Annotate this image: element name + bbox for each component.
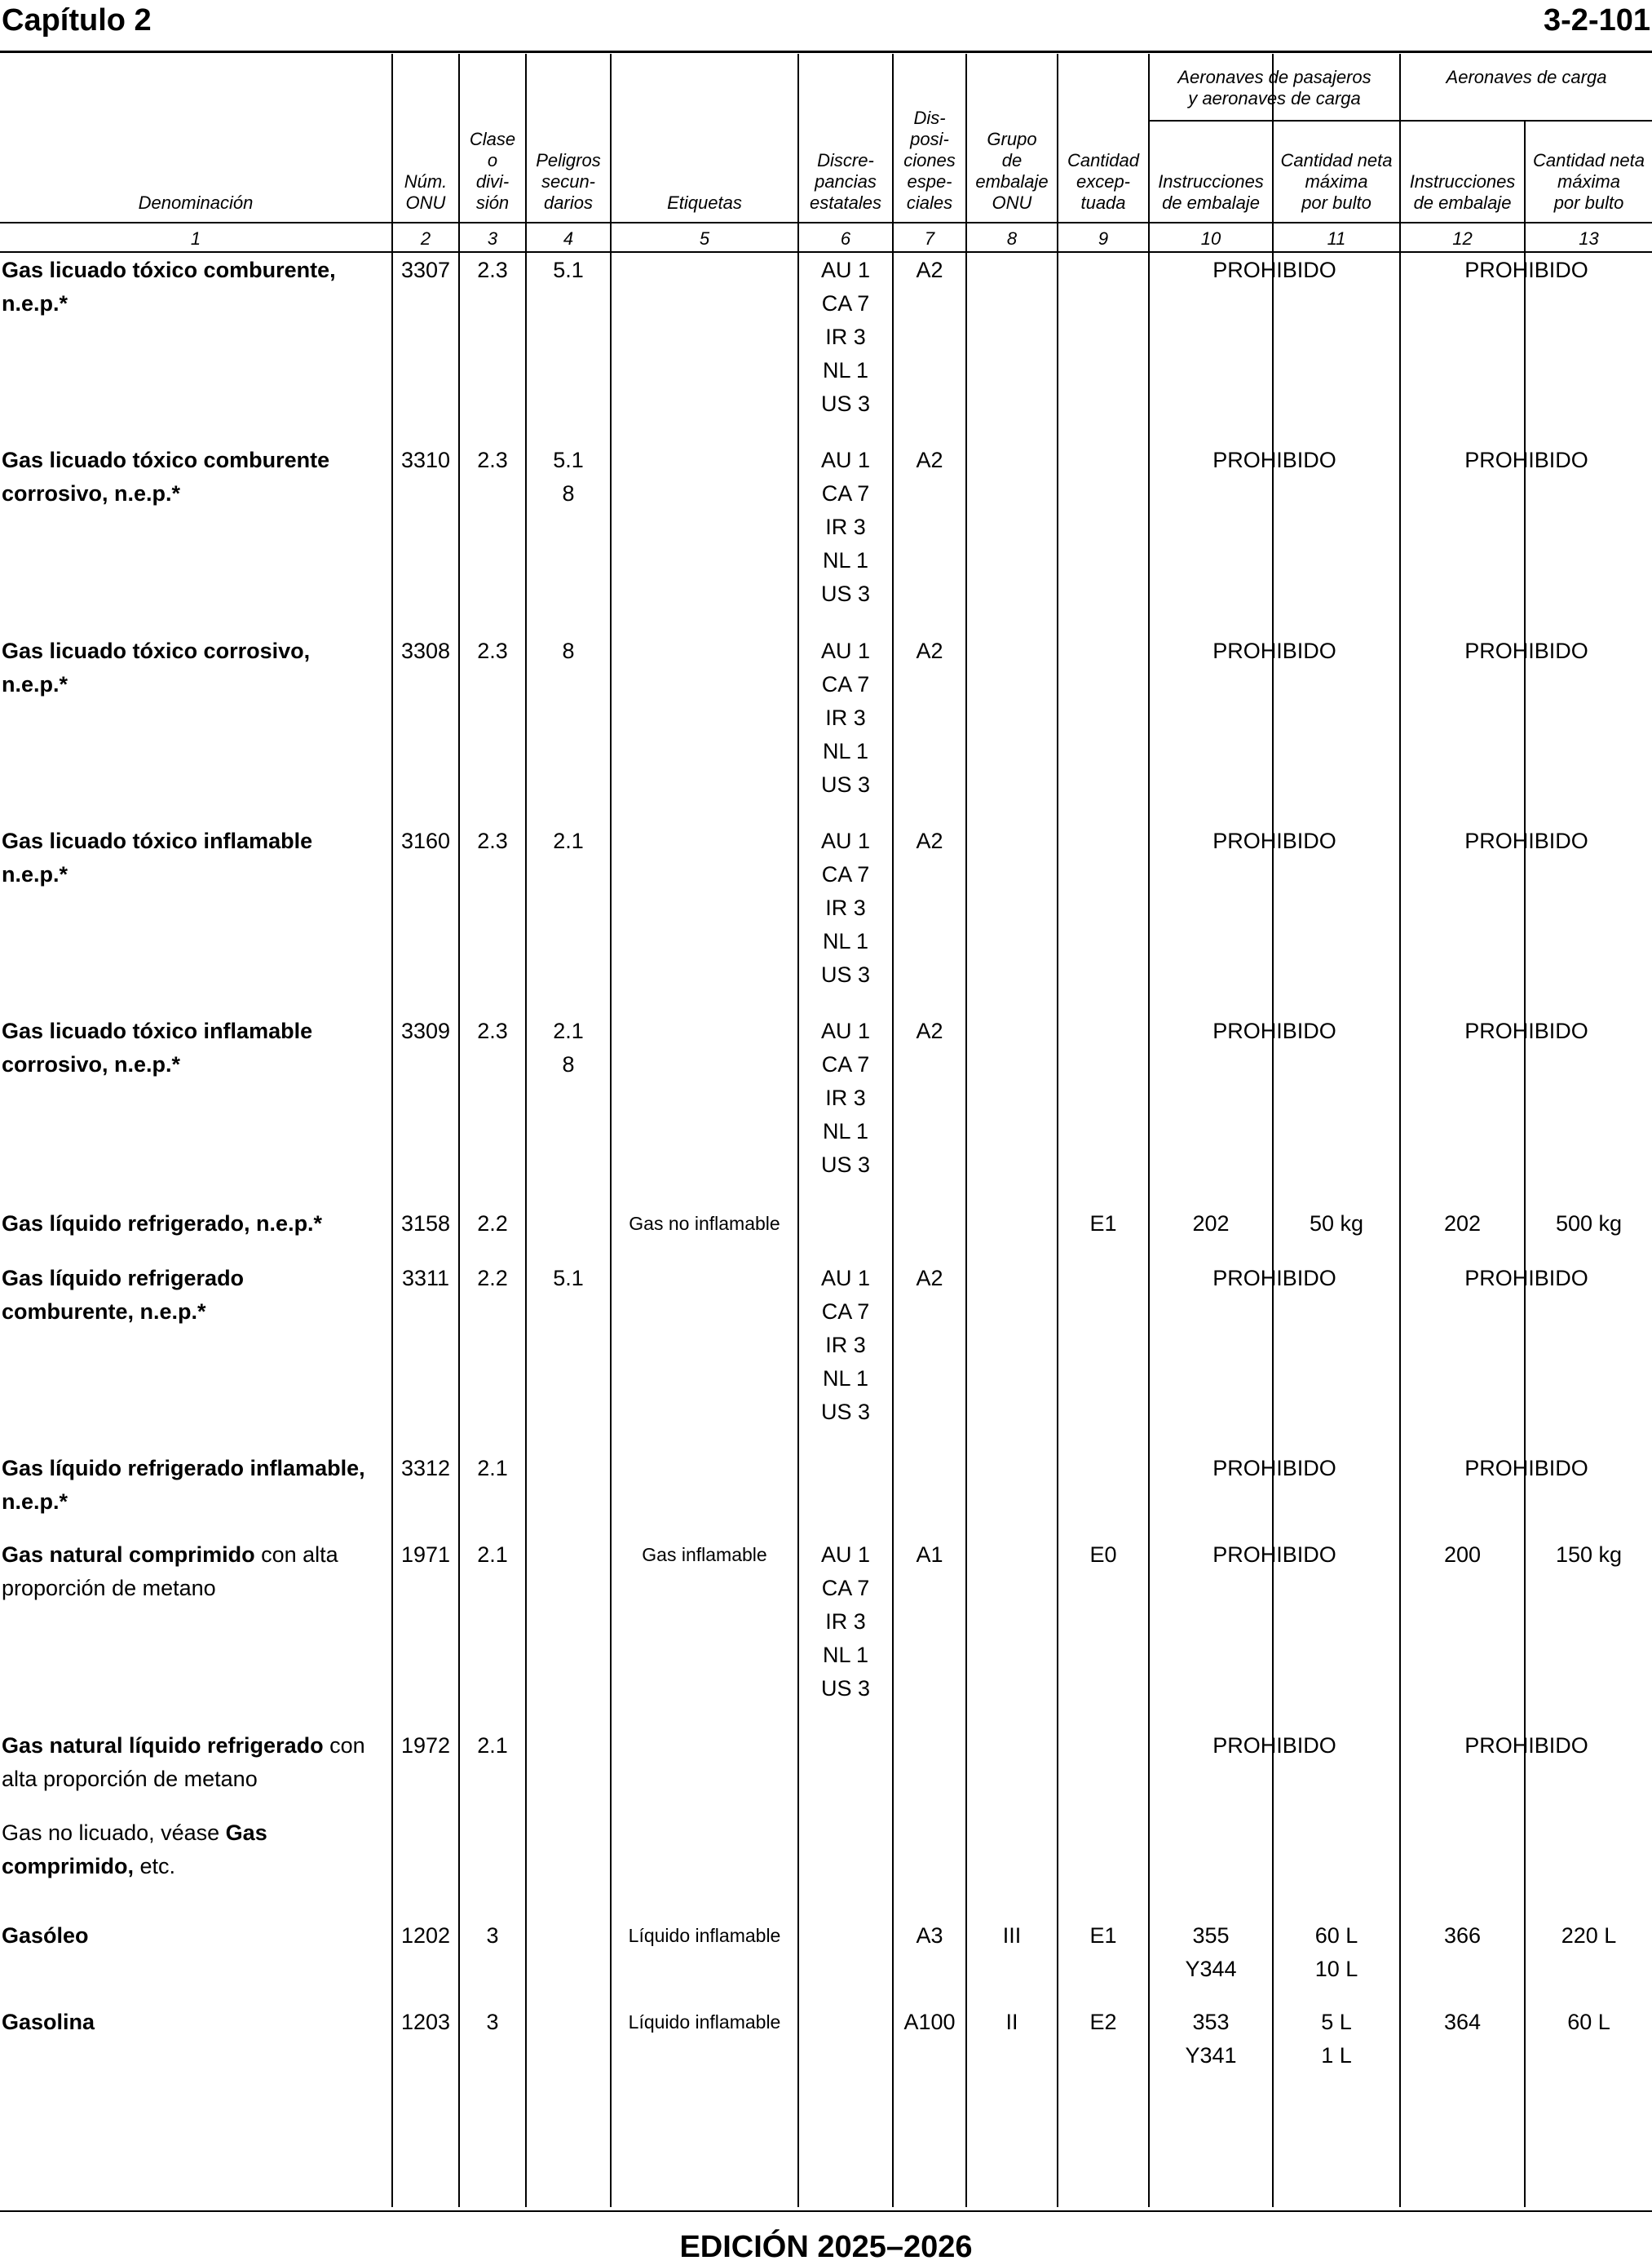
denominacion-cell xyxy=(2,1262,385,1329)
peligros-cell: 5.1 8 xyxy=(553,448,584,506)
denominacion-bold: Gas natural comprimido xyxy=(2,1542,255,1567)
denominacion-bold: Gasóleo xyxy=(2,1923,89,1948)
column-number: 4 xyxy=(563,228,574,249)
header-rule xyxy=(0,51,1652,53)
grid-line xyxy=(1057,54,1058,2207)
header-group-carga: Aeronaves de carga xyxy=(1446,67,1607,87)
discrepancias-cell: AU 1 CA 7 IR 3 NL 1 US 3 xyxy=(820,639,871,797)
num-onu-cell: 1971 xyxy=(400,1542,451,1567)
etiquetas-cell: Gas inflamable xyxy=(642,1544,767,1565)
denominacion-cell xyxy=(2,1919,385,1953)
num-onu-cell: 3160 xyxy=(400,829,451,853)
disposiciones-cell: A2 xyxy=(916,1266,943,1290)
header-instr-carga: Instrucciones de embalaje xyxy=(1409,171,1516,213)
denominacion-cell xyxy=(2,635,385,701)
pasajeros-prohibido: PROHIBIDO xyxy=(1212,829,1336,853)
disposiciones-cell: A2 xyxy=(916,1019,943,1043)
peligros-cell: 2.1 xyxy=(553,829,584,853)
grid-line xyxy=(1399,54,1401,2207)
header-peligros: Peligros secun- darios xyxy=(536,150,601,213)
pasajeros-prohibido: PROHIBIDO xyxy=(1212,1733,1336,1758)
denominacion-regular: con alta proporción de metano xyxy=(2,1733,365,1791)
denominacion-cell xyxy=(2,825,385,891)
carga-prohibido: PROHIBIDO xyxy=(1464,639,1588,663)
header-cant-carga: Cantidad neta máxima por bulto xyxy=(1533,150,1645,213)
denominacion-regular: con alta proporción de metano xyxy=(2,1542,338,1600)
grid-line xyxy=(525,54,527,2207)
header-clase: Clase o divi- sión xyxy=(469,129,516,213)
disposiciones-cell: A2 xyxy=(916,639,943,663)
pasajeros-prohibido: PROHIBIDO xyxy=(1212,1019,1336,1043)
num-onu-cell: 1972 xyxy=(400,1733,451,1758)
header-discrepancias: Discre- pancias estatales xyxy=(809,150,882,213)
column-number: 1 xyxy=(190,228,201,249)
carga-instrucciones-cell: 202 xyxy=(1443,1211,1482,1236)
discrepancias-cell: AU 1 CA 7 IR 3 NL 1 US 3 xyxy=(820,829,871,987)
carga-prohibido: PROHIBIDO xyxy=(1464,1266,1588,1290)
carga-instrucciones-cell: 366 xyxy=(1443,1923,1482,1948)
discrepancias-cell: AU 1 CA 7 IR 3 NL 1 US 3 xyxy=(820,448,871,606)
grupo-cell: II xyxy=(1005,2010,1018,2034)
clase-cell: 2.3 xyxy=(477,829,508,853)
pasajeros-prohibido: PROHIBIDO xyxy=(1212,1456,1336,1480)
grid-line xyxy=(610,54,612,2207)
discrepancias-cell: AU 1 CA 7 IR 3 NL 1 US 3 xyxy=(820,1266,871,1424)
grid-line xyxy=(391,54,393,2207)
denominacion-bold: Gas líquido refrigerado inflamable, n.e.p.* xyxy=(2,1456,365,1514)
grid-line xyxy=(965,54,967,2207)
column-number: 6 xyxy=(840,228,851,249)
page-header xyxy=(0,0,1652,54)
denominacion-cell xyxy=(2,1816,385,1883)
num-onu-cell: 3310 xyxy=(400,448,451,472)
clase-cell: 2.3 xyxy=(477,1019,508,1043)
num-onu-cell: 1202 xyxy=(400,1923,451,1948)
carga-prohibido: PROHIBIDO xyxy=(1464,448,1588,472)
denominacion-regular: etc. xyxy=(134,1854,176,1878)
header-cantidad-exceptuada: Cantidad excep- tuada xyxy=(1067,150,1140,213)
carga-instrucciones-cell: 200 xyxy=(1443,1542,1482,1567)
clase-cell: 2.3 xyxy=(477,448,508,472)
denominacion-cell xyxy=(2,1538,385,1605)
column-number: 5 xyxy=(699,228,710,249)
page-number: 3-2-101 xyxy=(1544,3,1650,38)
grid-line xyxy=(892,54,894,2207)
grid-line xyxy=(1148,54,1150,2207)
denominacion-bold: Gas licuado tóxico inflamable corrosivo, n.e.p.* xyxy=(2,1019,313,1077)
header-cant-pasajeros: Cantidad neta máxima por bulto xyxy=(1280,150,1393,213)
disposiciones-cell: A2 xyxy=(916,829,943,853)
pasajeros-instrucciones-cell: 355 Y344 xyxy=(1185,1923,1237,1981)
num-onu-cell: 3307 xyxy=(400,258,451,282)
etiquetas-cell: Líquido inflamable xyxy=(628,2011,781,2033)
discrepancias-cell: AU 1 CA 7 IR 3 NL 1 US 3 xyxy=(820,258,871,416)
discrepancias-cell: AU 1 CA 7 IR 3 NL 1 US 3 xyxy=(820,1542,871,1701)
denominacion-bold: Gas licuado tóxico comburente corrosivo, n.e.p.* xyxy=(2,448,330,506)
edition-label: EDICIÓN 2025–2026 xyxy=(679,2230,973,2264)
header-disposiciones: Dis- posi- ciones espe- ciales xyxy=(903,108,956,213)
denominacion-cell xyxy=(2,1729,385,1796)
column-number: 3 xyxy=(487,228,498,249)
cantidad-exceptuada-cell: E1 xyxy=(1089,1923,1117,1948)
denominacion-bold: Gas líquido refrigerado, n.e.p.* xyxy=(2,1211,323,1236)
column-number: 11 xyxy=(1327,228,1346,249)
group-rule xyxy=(1148,120,1652,122)
clase-cell: 2.1 xyxy=(477,1456,508,1480)
denominacion-bold: Gas licuado tóxico inflamable n.e.p.* xyxy=(2,829,313,887)
cantidad-exceptuada-cell: E0 xyxy=(1089,1542,1117,1567)
denominacion-bold: Gas licuado tóxico corrosivo, n.e.p.* xyxy=(2,639,311,697)
cantidad-exceptuada-cell: E2 xyxy=(1089,2010,1117,2034)
peligros-cell: 5.1 xyxy=(553,258,584,282)
etiquetas-cell: Líquido inflamable xyxy=(628,1925,781,1946)
clase-cell: 3 xyxy=(486,2010,499,2034)
pasajeros-prohibido: PROHIBIDO xyxy=(1212,448,1336,472)
clase-cell: 3 xyxy=(486,1923,499,1948)
num-onu-cell: 1203 xyxy=(400,2010,451,2034)
peligros-cell: 2.1 8 xyxy=(553,1019,584,1077)
carga-cantidad-cell: 150 kg xyxy=(1555,1542,1623,1567)
column-number: 12 xyxy=(1452,228,1473,249)
etiquetas-cell: Gas no inflamable xyxy=(629,1213,780,1234)
pasajeros-cantidad-cell: 5 L 1 L xyxy=(1321,2010,1352,2068)
cantidad-exceptuada-cell: E1 xyxy=(1089,1211,1117,1236)
column-number: 7 xyxy=(924,228,935,249)
grid-line xyxy=(1272,54,1274,2207)
column-number: 10 xyxy=(1200,228,1221,249)
pasajeros-prohibido: PROHIBIDO xyxy=(1212,639,1336,663)
clase-cell: 2.1 xyxy=(477,1733,508,1758)
num-onu-cell: 3312 xyxy=(400,1456,451,1480)
pasajeros-prohibido: PROHIBIDO xyxy=(1212,1542,1336,1567)
discrepancias-cell: AU 1 CA 7 IR 3 NL 1 US 3 xyxy=(820,1019,871,1177)
grupo-cell: III xyxy=(1002,1923,1022,1948)
pasajeros-cantidad-cell: 60 L 10 L xyxy=(1314,1923,1358,1981)
carga-prohibido: PROHIBIDO xyxy=(1464,1019,1588,1043)
column-number-rule xyxy=(0,251,1652,253)
header-bottom-rule xyxy=(0,222,1652,223)
clase-cell: 2.2 xyxy=(477,1211,508,1236)
denominacion-bold: Gasolina xyxy=(2,2010,95,2034)
carga-instrucciones-cell: 364 xyxy=(1443,2010,1482,2034)
num-onu-cell: 3309 xyxy=(400,1019,451,1043)
disposiciones-cell: A100 xyxy=(903,2010,956,2034)
header-group-pasajeros: Aeronaves de pasajeros y aeronaves de carga xyxy=(1177,67,1372,108)
chapter-title: Capítulo 2 xyxy=(2,3,152,38)
header-etiquetas: Etiquetas xyxy=(667,192,742,213)
header-num-onu: Núm. ONU xyxy=(404,171,448,213)
disposiciones-cell: A2 xyxy=(916,448,943,472)
carga-prohibido: PROHIBIDO xyxy=(1464,258,1588,282)
denominacion-bold: Gas comprimido, xyxy=(2,1820,267,1878)
denominacion-bold: Gas licuado tóxico comburente, n.e.p.* xyxy=(2,258,336,316)
pasajeros-prohibido: PROHIBIDO xyxy=(1212,1266,1336,1290)
denominacion-bold: Gas natural líquido refrigerado xyxy=(2,1733,324,1758)
peligros-cell: 8 xyxy=(562,639,575,663)
num-onu-cell: 3308 xyxy=(400,639,451,663)
denominacion-cell xyxy=(2,254,385,321)
carga-cantidad-cell: 500 kg xyxy=(1555,1211,1623,1236)
num-onu-cell: 3158 xyxy=(400,1211,451,1236)
denominacion-cell xyxy=(2,2006,385,2039)
carga-cantidad-cell: 220 L xyxy=(1561,1923,1617,1948)
pasajeros-instrucciones-cell: 202 xyxy=(1192,1211,1230,1236)
dangerous-goods-table xyxy=(0,54,1652,2207)
column-number: 13 xyxy=(1579,228,1599,249)
header-grupo: Grupo de embalaje ONU xyxy=(975,129,1049,213)
denominacion-cell xyxy=(2,1452,385,1519)
carga-prohibido: PROHIBIDO xyxy=(1464,1733,1588,1758)
carga-cantidad-cell: 60 L xyxy=(1567,2010,1610,2034)
grid-line xyxy=(458,54,460,2207)
clase-cell: 2.3 xyxy=(477,639,508,663)
denominacion-cell xyxy=(2,444,385,511)
num-onu-cell: 3311 xyxy=(401,1266,450,1290)
pasajeros-instrucciones-cell: 353 Y341 xyxy=(1185,2010,1237,2068)
clase-cell: 2.2 xyxy=(477,1266,508,1290)
denominacion-cell xyxy=(2,1015,385,1082)
peligros-cell: 5.1 xyxy=(553,1266,584,1290)
disposiciones-cell: A1 xyxy=(916,1542,943,1567)
disposiciones-cell: A3 xyxy=(916,1923,943,1948)
footer-rule xyxy=(0,2210,1652,2212)
disposiciones-cell: A2 xyxy=(916,258,943,282)
pasajeros-prohibido: PROHIBIDO xyxy=(1212,258,1336,282)
denominacion-prefix: Gas no licuado, véase xyxy=(2,1820,226,1845)
clase-cell: 2.3 xyxy=(477,258,508,282)
column-number: 2 xyxy=(420,228,431,249)
grid-line xyxy=(1524,121,1526,2207)
header-denominacion: Denominación xyxy=(138,192,254,213)
denominacion-bold: Gas líquido refrigerado comburente, n.e.p.* xyxy=(2,1266,245,1324)
pasajeros-cantidad-cell: 50 kg xyxy=(1309,1211,1364,1236)
column-number: 8 xyxy=(1006,228,1018,249)
page-footer xyxy=(0,2207,1652,2264)
carga-prohibido: PROHIBIDO xyxy=(1464,1456,1588,1480)
column-number: 9 xyxy=(1098,228,1109,249)
clase-cell: 2.1 xyxy=(477,1542,508,1567)
denominacion-cell xyxy=(2,1207,385,1241)
carga-prohibido: PROHIBIDO xyxy=(1464,829,1588,853)
header-instr-pasajeros: Instrucciones de embalaje xyxy=(1158,171,1264,213)
